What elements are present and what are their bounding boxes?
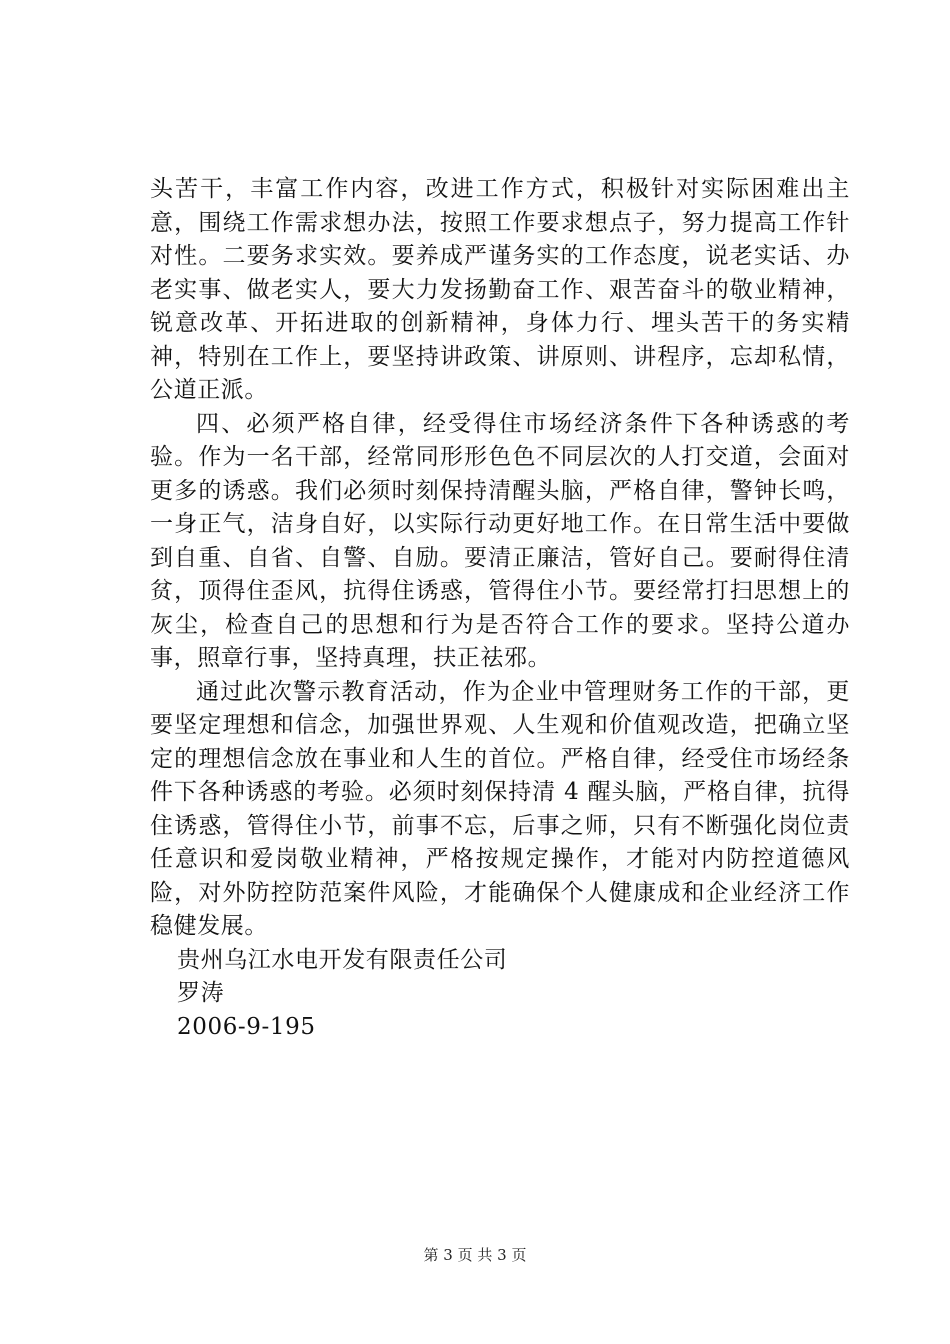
signature-author: 罗涛 <box>177 980 225 1006</box>
signature-date: 2006-9-195 <box>177 1013 316 1040</box>
paragraph-continuation: 头苦干，丰富工作内容，改进工作方式，积极针对实际困难出主意，围绕工作需求想办法，按照工作要求想点子，努力提高工作针对性。二要务求实效。要养成严谨务实的工作态度，说老实话、办老实事、做老实人，要大力发扬勤奋工作、艰苦奋斗的敬业精神，锐意改革、开拓进取的创新精神，身体力行、埋头苦干的务实精神，特别在工作上，要坚持讲政策、讲原则、讲程序，忘却私情，公道正派。 <box>150 176 850 403</box>
document-body <box>150 173 850 1044</box>
page-footer: 第 3 页 共 3 页 <box>423 1246 527 1264</box>
paragraph-self-discipline: 四、必须严格自律，经受得住市场经济条件下各种诱惑的考验。作为一名干部，经常同形形色色不同层次的人打交道，会面对更多的诱惑。我们必须时刻保持清醒头脑，严格自律，警钟长鸣，一身正气，洁身自好，以实际行动更好地工作。在日常生活中要做到自重、自省、自警、自励。要清正廉洁，管好自己。要耐得住清贫，顶得住歪风，抗得住诱惑，管得住小节。要经常打扫思想上的灰尘，检查自己的思想和行为是否符合工作的要求。坚持公道办事，照章行事，坚持真理，扶正祛邪。 <box>150 410 850 671</box>
paragraph-conclusion: 通过此次警示教育活动，作为企业中管理财务工作的干部，更要坚定理想和信念，加强世界观、人生观和价值观改造，把确立坚定的理想信念放在事业和人生的首位。严格自律，经受住市场经条件下各种诱惑的考验。必须时刻保持清 4 醒头脑，严格自律，抗得住诱惑，管得住小节，前事不忘，后事之师，只有不断强化岗位责任意识和爱岗敬业精神，严格按规定操作，才能对内防控道德风险，对外防控防范案件风险，才能确保个人健康成和企业经济工作稳健发展。 <box>150 678 850 939</box>
signature-organization: 贵州乌江水电开发有限责任公司 <box>177 946 508 973</box>
